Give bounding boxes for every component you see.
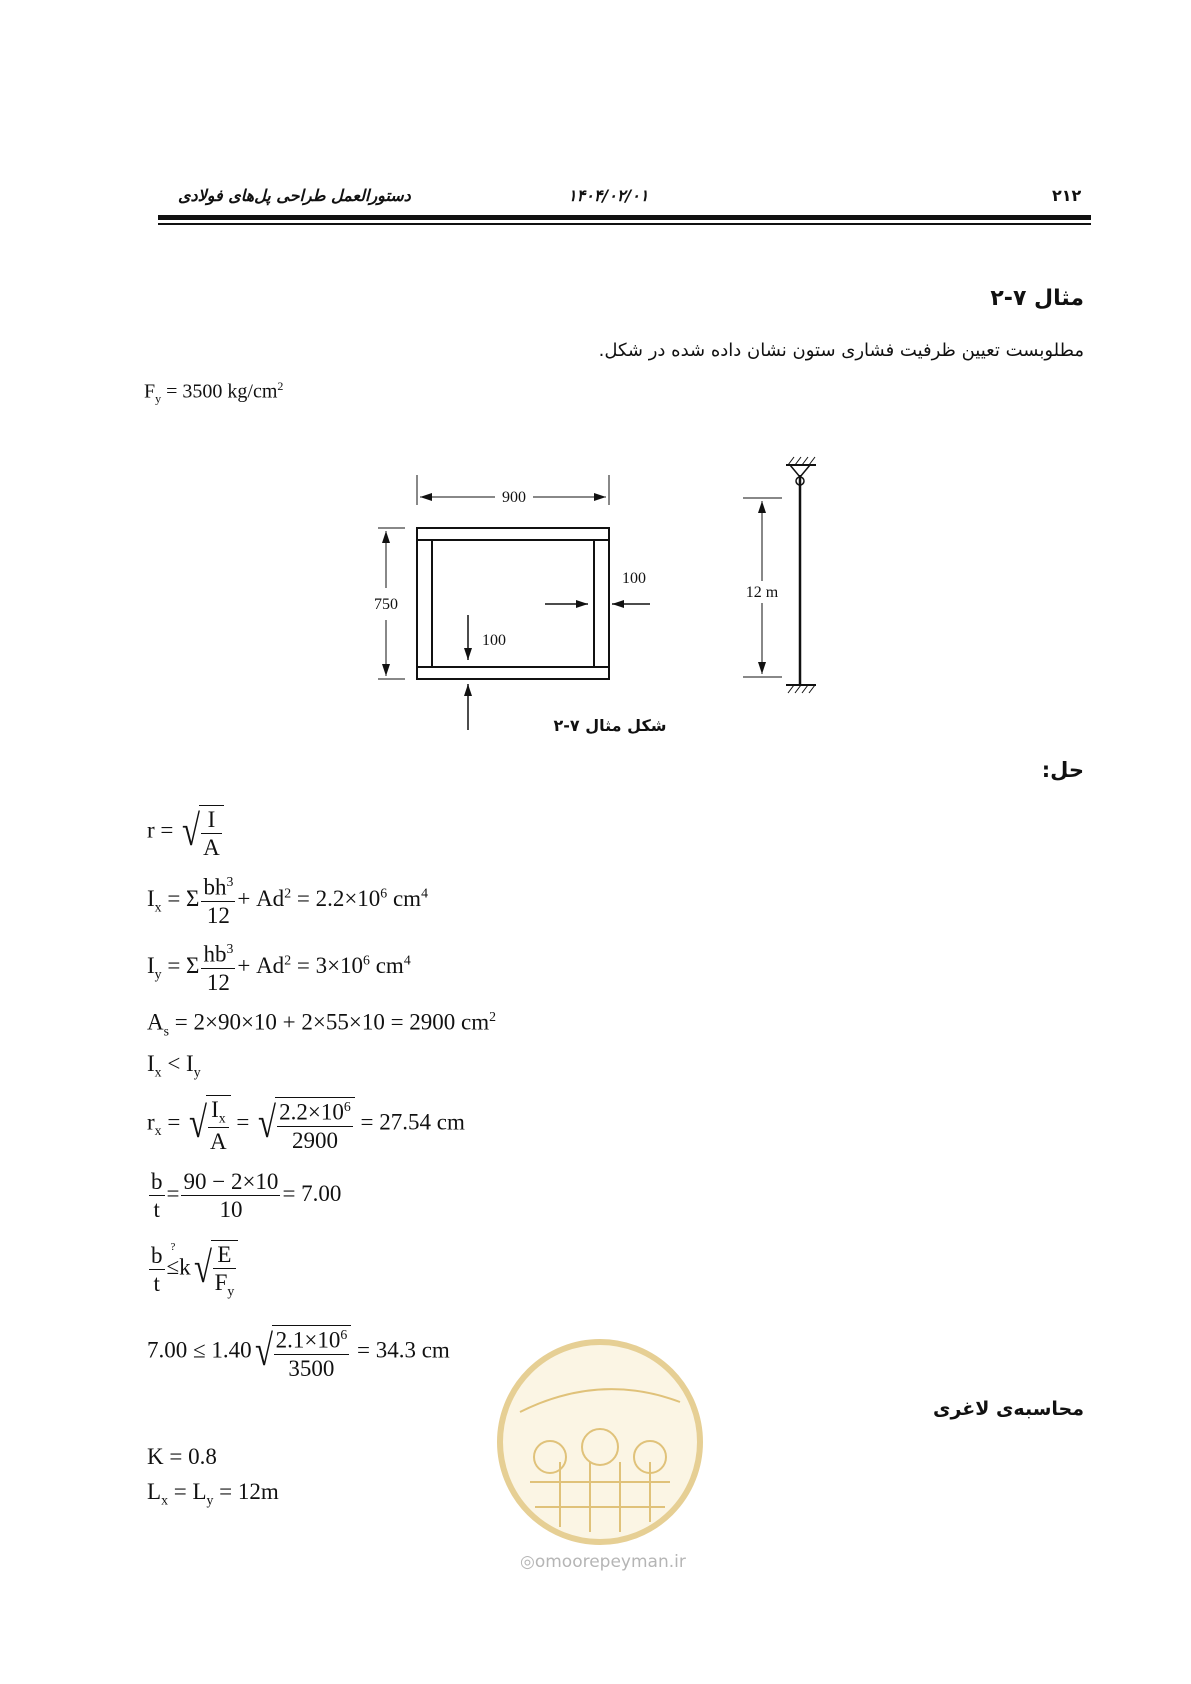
equation-rx: $r_x$ = √ $\frac{I_x}{A}$ = √ $\frac{2.2\times 10^6}{2900}$ = 27.54 cm	[147, 1097, 465, 1155]
equation-bt: $\frac{b}{t}$ = $\frac{90 - 2\times 10}{10}$ = 7.00	[151, 1169, 342, 1222]
watermark-logo-icon	[490, 1332, 710, 1552]
equation-iy: $I_y = \Sigma$ $\frac{hb^3}{12}$ + $Ad^2 = 3\times 10^6$ $cm^4$	[147, 941, 411, 995]
page-number: ۲۱۲	[1052, 186, 1082, 205]
equation-bt-limit: $\frac{b}{t}$ ≤ ? k√ $\frac{E}{F_y}$	[147, 1240, 238, 1298]
header-rule-thick	[158, 215, 1091, 220]
problem-statement: مطلوبست تعیین ظرفیت فشاری ستون نشان داده شده در شکل.	[598, 340, 1084, 361]
dim-height-label: 750	[374, 596, 398, 613]
header-date: ۱۴۰۴/۰۲/۰۱	[568, 186, 649, 205]
dim-web-label: 100	[622, 570, 646, 587]
solution-heading: حل:	[1041, 758, 1084, 782]
equation-compare: $I_x < I_y$	[147, 1051, 201, 1080]
equation-bt-check: 7.00 ≤ 1.40√ $\frac{2.1\times 10^6}{3500}$ = 34.3 cm	[147, 1327, 450, 1381]
dim-width-label: 900	[502, 489, 526, 506]
header-title: دستورالعمل طراحی پل‌های فولادی	[178, 186, 411, 205]
equation-r: r = √ $\frac{I}{A}$	[147, 805, 224, 859]
slenderness-heading: محاسبه‌ی لاغری	[933, 1398, 1084, 1420]
header-rule-thin	[158, 223, 1091, 225]
yield-stress-given: $F_y = 3500$ $kg/cm^2$	[144, 379, 284, 406]
column-length-label: 12 m	[745, 584, 779, 601]
equation-lengths: $L_x = L_y = 12m$	[147, 1479, 279, 1508]
equation-k: K = 0.8	[147, 1444, 217, 1469]
figure-caption: شکل مثال ۷-۲	[553, 716, 667, 735]
example-heading: مثال ۷-۲	[990, 286, 1084, 311]
section-figure	[350, 455, 870, 730]
dim-flange-label: 100	[482, 632, 506, 649]
equation-ix: $I_x = \Sigma$ $\frac{bh^3}{12}$ + $Ad^2 = 2.2\times 10^6$ $cm^4$	[147, 874, 428, 928]
equation-area: $A_s = 2\times 90\times 10 + 2\times 55\times 10 = 2900$ $cm^2$	[147, 1009, 497, 1039]
watermark-url: ◎omoorepeyman.ir	[520, 1552, 686, 1572]
